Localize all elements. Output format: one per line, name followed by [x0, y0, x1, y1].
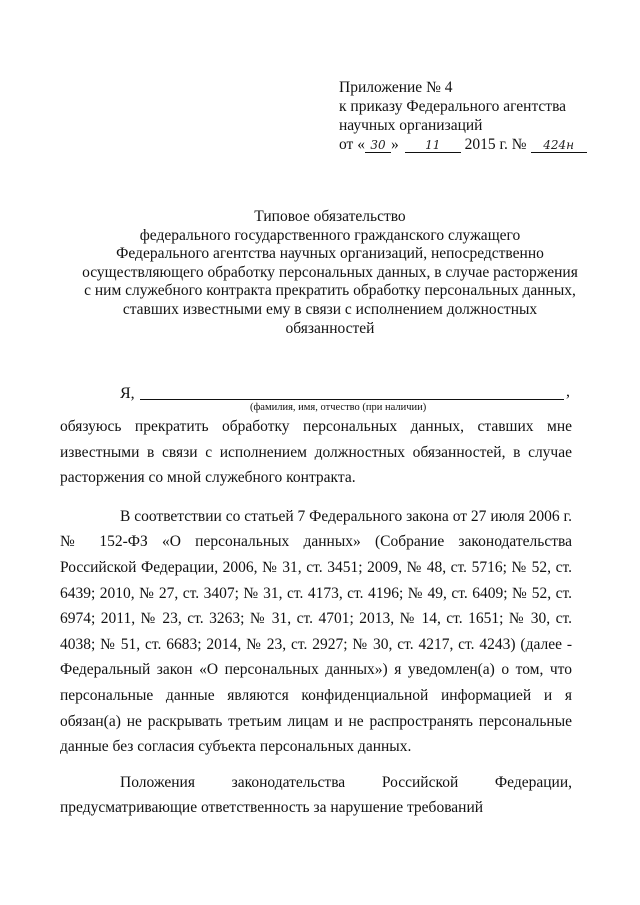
body-paragraph-1: обязуюсь прекратить обработку персональных данных, ставших мне известными в связи с исполнением должностных обязанностей, в случае расторжения со мной служебного контракта. — [60, 418, 572, 487]
document-title — [60, 208, 600, 338]
appendix-date-line — [339, 135, 599, 154]
appendix-agency: научных организаций — [339, 117, 483, 134]
document-body — [60, 414, 572, 821]
name-field-hint: (фамилия, имя, отчество (при наличии) — [250, 402, 427, 413]
title-line-4: осуществляющего обработку персональных данных, в случае расторжения — [82, 263, 578, 281]
name-suffix: , — [566, 383, 570, 400]
title-line-7: обязанностей — [285, 319, 375, 337]
title-line-5: с ним служебного контракта прекратить обработку персональных данных, — [84, 282, 576, 300]
date-year: 2015 г. № — [464, 136, 527, 153]
name-prefix: Я, — [120, 385, 135, 402]
body-paragraph-2: В соответствии со статьей 7 Федерального закона от 27 июля 2006 г. № 152-ФЗ «О персональных данных» (Собрание законодательства Российской Федерации, 2006, № 31, ст. 3451; 2009, № 48, ст. 5716; № 52, ст. 6439; 2010, № 27, ст. 3407; № 31, ст. 4173, ст. 4196; № 49, ст. 6409; № 52, ст. 6974; 2011, № 23, ст. 3263; № 31, ст. 4701; 2013, № 14, ст. 1651; № 30, ст. 4038; № 51, ст. 6683; 2014, № 23, ст. 2927; № 30, ст. 4217, ст. 4243) (далее - Федеральный закон «О персональных данных») я уведомлен(а) о том, что персональные данные являются конфиденциальной информацией и я обязан(а) не раскрывать третьим лицам и не распространять персональные данные без согласия субъекта персональных данных. — [60, 507, 572, 756]
date-day-handwritten: 30 — [365, 138, 391, 153]
title-line-6: ставших известными ему в связи с исполнением должностных — [122, 300, 538, 318]
order-number-handwritten: 424н — [531, 138, 587, 153]
body-paragraph-3: Положения законодательства Российской Федерации, предусматривающие ответственность за нарушение требований — [60, 773, 572, 817]
appendix-order-ref: к приказу Федерального агентства — [339, 98, 567, 115]
appendix-header — [339, 78, 599, 154]
date-close-quote: » — [390, 136, 399, 153]
title-line-3: Федерального агентства научных организаций, непосредственно — [116, 245, 544, 263]
title-line-2: федерального государственного гражданского служащего — [139, 226, 521, 244]
date-month-handwritten: 11 — [405, 138, 461, 153]
name-blank-line — [140, 399, 564, 400]
appendix-number: Приложение № 4 — [339, 79, 453, 96]
date-prefix: от « — [339, 136, 365, 153]
title-line-1: Типовое обязательство — [254, 208, 406, 225]
